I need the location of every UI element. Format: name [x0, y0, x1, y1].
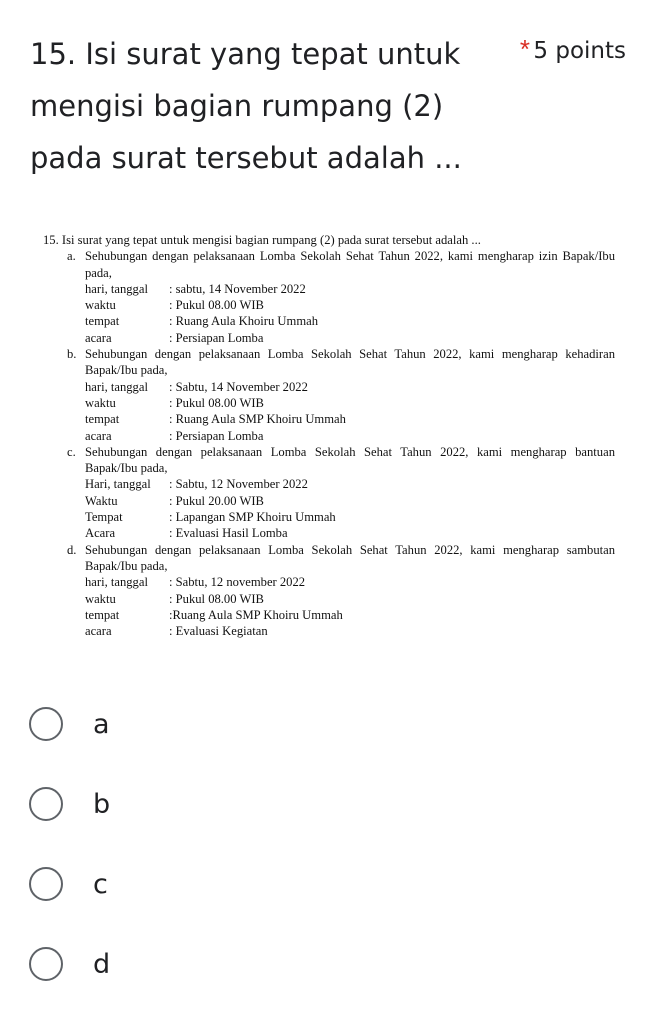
choice-a[interactable]	[29, 684, 110, 764]
row-key: acara	[85, 428, 112, 443]
radio-button-icon[interactable]	[29, 787, 63, 821]
document-row	[85, 379, 615, 395]
document-row	[85, 493, 615, 509]
document-option-b	[67, 346, 615, 444]
question-points: 5 points	[533, 38, 626, 64]
row-value: : Evaluasi Hasil Lomba	[169, 526, 288, 541]
row-value: : Lapangan SMP Khoiru Ummah	[169, 510, 336, 525]
row-key: tempat	[85, 607, 120, 622]
row-key: waktu	[85, 298, 116, 313]
row-key: waktu	[85, 395, 116, 410]
choice-c[interactable]	[29, 844, 110, 924]
document-row	[85, 509, 615, 525]
document-option-c	[67, 444, 615, 542]
choice-label[interactable]: b	[93, 788, 111, 820]
document-option-letter: d.	[67, 542, 77, 557]
row-value: : Persiapan Lomba	[169, 330, 264, 345]
document-row	[85, 623, 615, 639]
row-value: : Persiapan Lomba	[169, 428, 264, 443]
document-option-letter: a.	[67, 249, 76, 264]
row-value: : Sabtu, 12 November 2022	[169, 477, 308, 492]
row-value: : Pukul 08.00 WIB	[169, 395, 264, 410]
row-key: Waktu	[85, 493, 118, 508]
required-asterisk: *	[519, 34, 530, 64]
document-row	[85, 330, 615, 346]
document-option-intro: Sehubungan dengan pelaksanaan Lomba Sekolah Sehat Tahun 2022, kami mengharap izin Bapak/Ibu pada,	[85, 249, 615, 280]
document-row	[85, 297, 615, 313]
row-key: tempat	[85, 314, 120, 329]
choice-label[interactable]: a	[93, 708, 110, 740]
choice-label[interactable]: d	[93, 948, 111, 980]
document-option-intro: Sehubungan dengan pelaksanaan Lomba Sekolah Sehat Tahun 2022, kami mengharap sambutan Bapak/Ibu pada,	[85, 542, 615, 573]
row-key: Acara	[85, 526, 116, 541]
row-value: : Pukul 08.00 WIB	[169, 298, 264, 313]
choice-label[interactable]: c	[93, 868, 108, 900]
document-row	[85, 591, 615, 607]
question-header	[30, 28, 630, 184]
question-image-letter-options	[43, 232, 615, 639]
row-value: : Sabtu, 12 november 2022	[169, 575, 306, 590]
row-key: hari, tanggal	[85, 379, 148, 394]
document-option-letter: c.	[67, 444, 76, 459]
document-row	[85, 395, 615, 411]
row-key: hari, tanggal	[85, 575, 148, 590]
document-row	[85, 281, 615, 297]
row-value: :Ruang Aula SMP Khoiru Ummah	[169, 607, 343, 622]
row-value: : Pukul 20.00 WIB	[169, 493, 264, 508]
radio-button-icon[interactable]	[29, 707, 63, 741]
document-row	[85, 607, 615, 623]
row-key: tempat	[85, 412, 120, 427]
document-stem: 15. Isi surat yang tepat untuk mengisi bagian rumpang (2) pada surat tersebut adalah ...	[43, 233, 481, 247]
radio-button-icon[interactable]	[29, 867, 63, 901]
document-row	[85, 428, 615, 444]
choice-b[interactable]	[29, 764, 110, 844]
question-title: 15. Isi surat yang tepat untuk mengisi bagian rumpang (2) pada surat tersebut adalah ...	[30, 37, 462, 175]
document-row	[85, 313, 615, 329]
choice-d[interactable]	[29, 924, 110, 1004]
answer-choices	[29, 684, 110, 1004]
document-row	[85, 525, 615, 541]
row-key: waktu	[85, 591, 116, 606]
document-row	[85, 574, 615, 590]
row-value: : Sabtu, 14 November 2022	[169, 379, 308, 394]
row-value: : Ruang Aula SMP Khoiru Ummah	[169, 412, 346, 427]
row-key: Tempat	[85, 510, 123, 525]
row-value: : Pukul 08.00 WIB	[169, 591, 264, 606]
row-value: : Evaluasi Kegiatan	[169, 624, 268, 639]
row-key: acara	[85, 330, 112, 345]
document-option-intro: Sehubungan dengan pelaksanaan Lomba Sekolah Sehat Tahun 2022, kami mengharap bantuan Bapak/Ibu pada,	[85, 444, 615, 476]
row-value: : Ruang Aula Khoiru Ummah	[169, 314, 319, 329]
document-option-letter: b.	[67, 347, 77, 362]
row-key: acara	[85, 624, 112, 639]
document-option-intro: Sehubungan dengan pelaksanaan Lomba Sekolah Sehat Tahun 2022, kami mengharap kehadiran Bapak/Ibu pada,	[85, 347, 615, 378]
row-value: : sabtu, 14 November 2022	[169, 281, 306, 296]
radio-button-icon[interactable]	[29, 947, 63, 981]
document-row	[85, 476, 615, 492]
row-key: hari, tanggal	[85, 281, 148, 296]
document-option-d	[67, 542, 615, 640]
row-key: Hari, tanggal	[85, 477, 151, 492]
document-row	[85, 411, 615, 427]
document-option-a	[67, 248, 615, 346]
